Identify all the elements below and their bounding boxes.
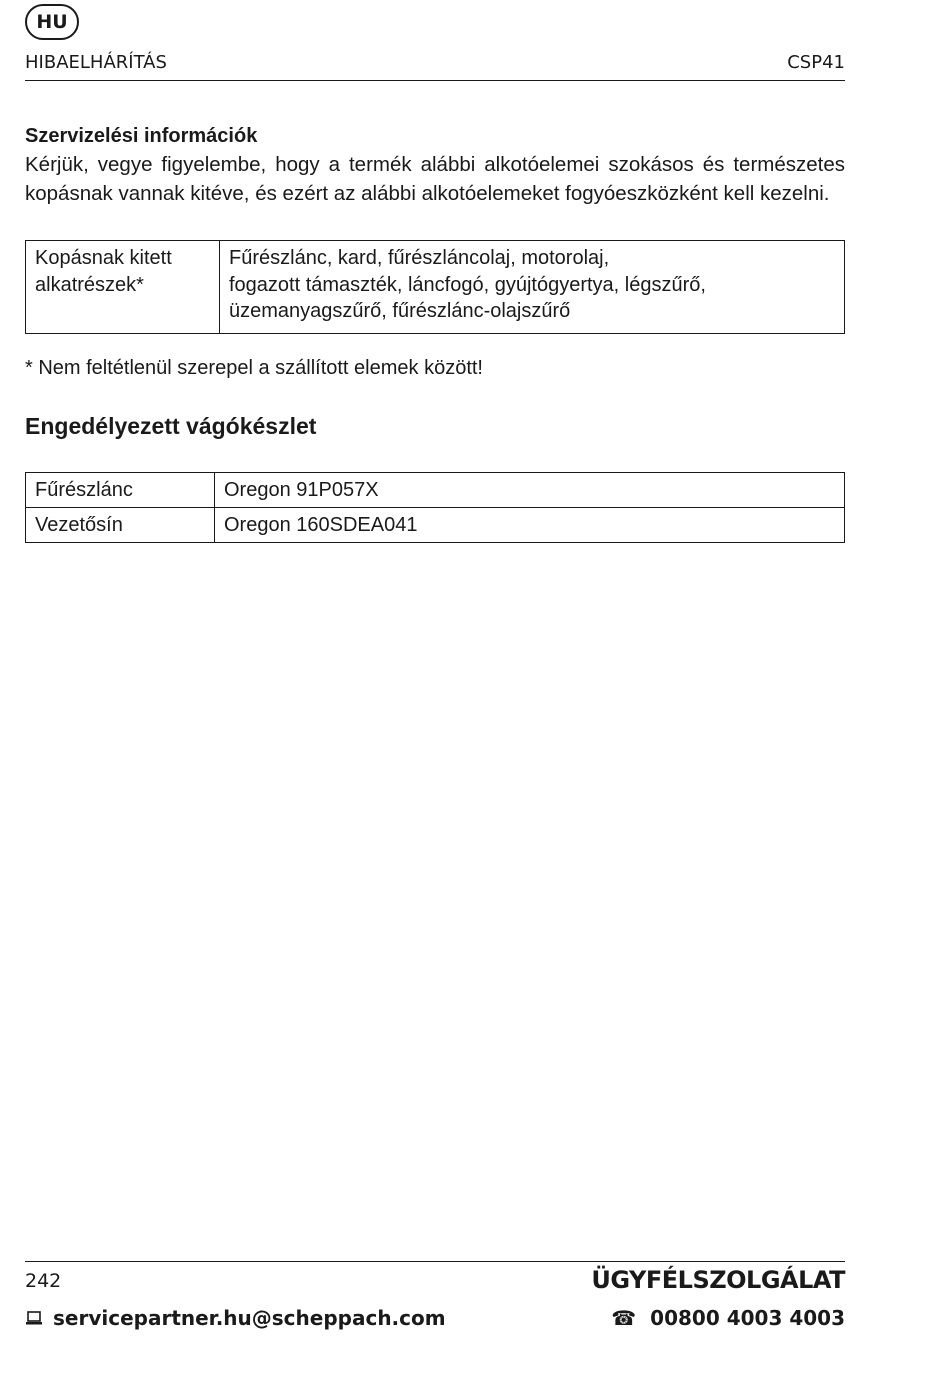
footer-divider <box>25 1261 845 1262</box>
laptop-icon <box>25 1310 43 1326</box>
table-cell-label: Vezetősín <box>26 508 215 543</box>
customer-service-title: ÜGYFÉLSZOLGÁLAT <box>591 1266 845 1294</box>
email-address[interactable]: servicepartner.hu@scheppach.com <box>53 1306 446 1330</box>
table-cell-value: Oregon 91P057X <box>215 473 845 508</box>
main-content <box>25 122 845 543</box>
label-line: Kopásnak kitett <box>35 247 172 269</box>
cutting-set-table <box>25 472 845 543</box>
value-line: Fűrészlánc, kard, fűrészláncolaj, motorolaj, <box>229 247 610 269</box>
table-cell-value: Oregon 160SDEA041 <box>215 508 845 543</box>
section-title: HIBAELHÁRÍTÁS <box>25 52 167 73</box>
cutting-set-title: Engedélyezett vágókészlet <box>25 413 317 439</box>
model-name: CSP41 <box>787 52 845 73</box>
value-line: fogazott támaszték, láncfogó, gyújtógyertya, légszűrő, <box>229 273 706 296</box>
service-info-title: Szervizelési információk <box>25 125 258 147</box>
language-badge <box>25 4 79 40</box>
label-line: alkatrészek* <box>35 273 144 296</box>
table-cell-label: Fűrészlánc <box>26 473 215 508</box>
phone-contact <box>611 1306 845 1330</box>
language-code: HU <box>36 11 68 33</box>
telephone-icon: ☎ <box>611 1306 637 1330</box>
wear-parts-table <box>25 240 845 334</box>
wear-parts-label <box>26 241 220 334</box>
footnote: * Nem feltétlenül szerepel a szállított elemek között! <box>25 357 483 379</box>
phone-number[interactable]: 00800 4003 4003 <box>650 1306 845 1330</box>
wear-parts-value <box>220 241 845 334</box>
email-contact <box>25 1306 446 1330</box>
service-info-text: Kérjük, vegye figyelembe, hogy a termék alábbi alkotóelemei szokásos és természetes kopásnak vannak kitéve, és ezért az alábbi alkotóelemeket fogyóeszközként kell kezelni. <box>25 153 845 205</box>
page-header <box>25 52 845 81</box>
value-line: üzemanyagszűrő, fűrészlánc-olajszűrő <box>229 300 571 322</box>
table-row <box>26 508 845 543</box>
table-row <box>26 473 845 508</box>
page-number: 242 <box>25 1270 62 1292</box>
table-row <box>26 241 845 334</box>
